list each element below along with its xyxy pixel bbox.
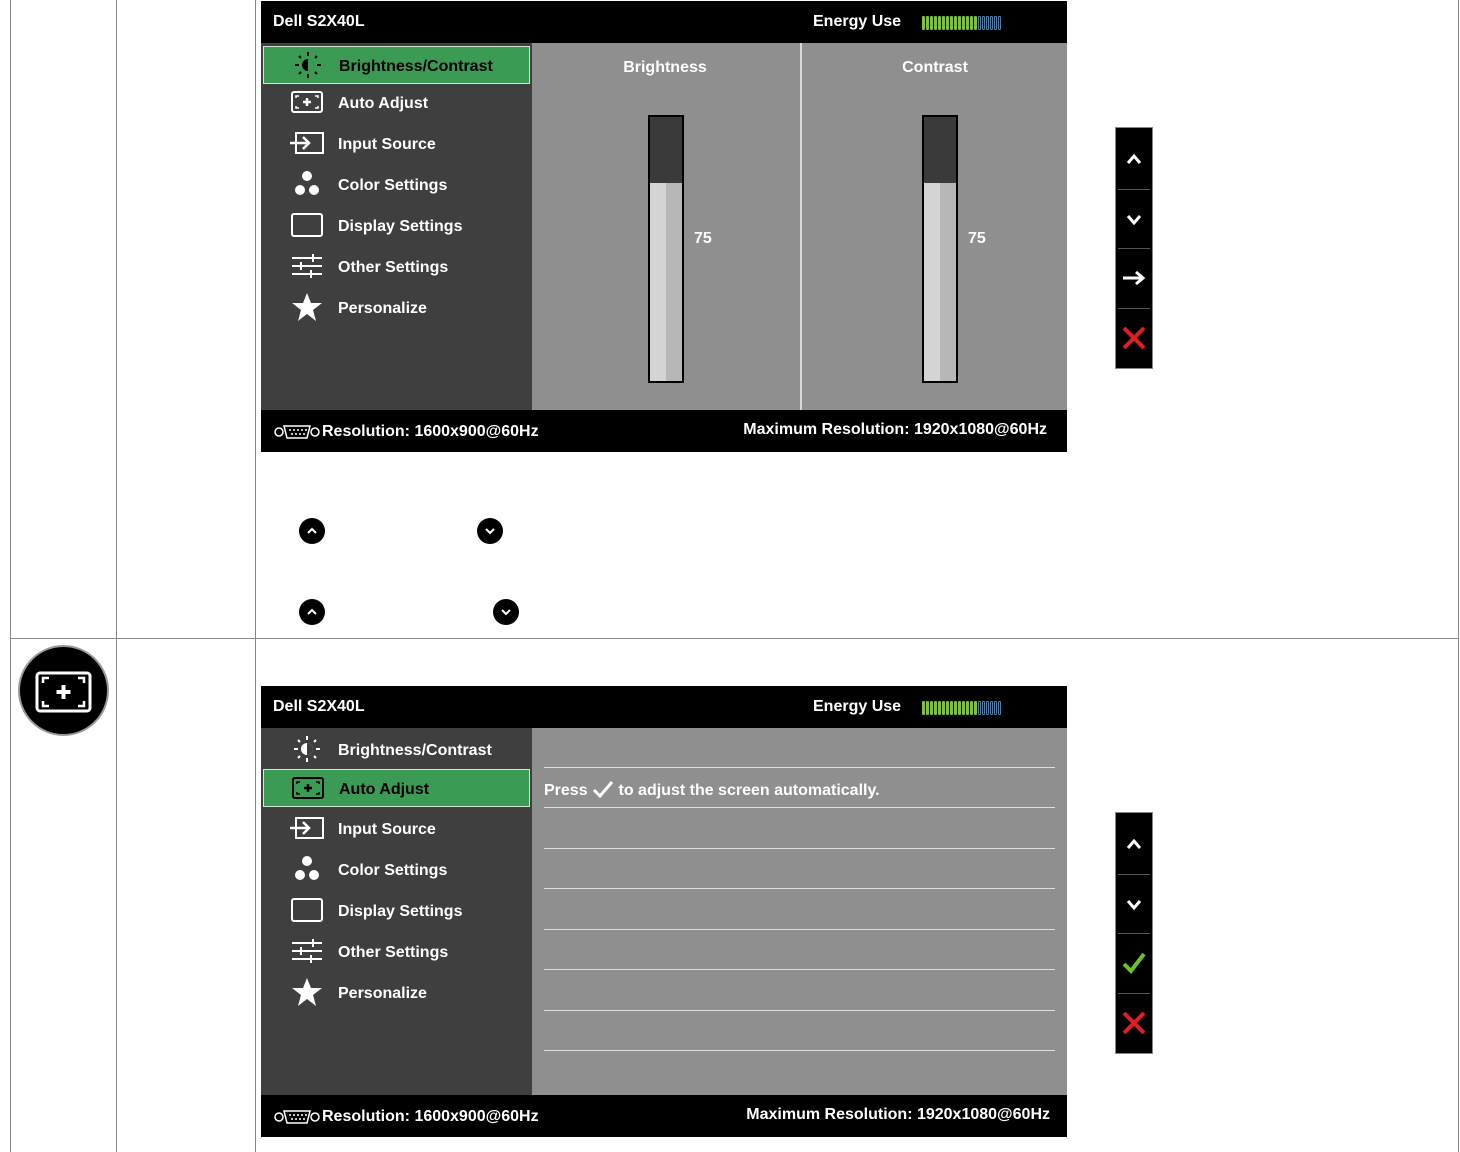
energy-segment bbox=[962, 701, 965, 715]
auto-adjust-icon bbox=[289, 88, 325, 116]
osd-footer bbox=[261, 410, 1067, 452]
energy-segment bbox=[922, 701, 925, 715]
up-button[interactable] bbox=[1116, 130, 1152, 188]
energy-segment bbox=[966, 16, 969, 30]
menu-item-label: Color Settings bbox=[338, 862, 448, 879]
energy-segment bbox=[922, 16, 925, 30]
up-circle-button[interactable] bbox=[299, 599, 325, 625]
menu-item-label: Other Settings bbox=[338, 259, 449, 276]
energy-segment bbox=[926, 701, 929, 715]
max-resolution-text: Maximum Resolution: 1920x1080@60Hz bbox=[746, 1106, 1050, 1123]
energy-segment bbox=[994, 16, 997, 30]
resolution-text: Resolution: 1600x900@60Hz bbox=[322, 1108, 539, 1125]
energy-segment bbox=[970, 16, 973, 30]
energy-segment bbox=[942, 701, 945, 715]
brightness-slider[interactable] bbox=[648, 115, 684, 383]
content-row-line bbox=[544, 807, 1055, 808]
energy-segment bbox=[978, 16, 981, 30]
menu-item-label: Color Settings bbox=[338, 177, 448, 194]
content-row-line bbox=[544, 1010, 1055, 1011]
button-separator bbox=[1118, 189, 1150, 190]
energy-segment bbox=[994, 701, 997, 715]
menu-item-label: Input Source bbox=[338, 136, 436, 153]
vga-connector-icon bbox=[274, 1109, 320, 1125]
auto-adjust-message bbox=[544, 780, 880, 800]
contrast-title: Contrast bbox=[902, 59, 968, 76]
energy-segment bbox=[962, 16, 965, 30]
menu-item-input-source[interactable] bbox=[263, 810, 530, 848]
energy-segment bbox=[974, 16, 977, 30]
energy-segment bbox=[930, 701, 933, 715]
color-settings-icon bbox=[289, 855, 325, 883]
energy-segment bbox=[942, 16, 945, 30]
menu-item-label: Brightness/Contrast bbox=[339, 58, 493, 75]
table-border-col1 bbox=[116, 0, 117, 1152]
energy-segment bbox=[950, 701, 953, 715]
osd-title: Dell S2X40L bbox=[273, 698, 365, 715]
energy-segment bbox=[970, 701, 973, 715]
down-icon bbox=[1125, 213, 1143, 227]
table-border-col2 bbox=[255, 0, 256, 1152]
table-border-left bbox=[10, 0, 11, 1152]
star-icon bbox=[289, 978, 325, 1006]
table-row-divider bbox=[10, 638, 1459, 639]
down-circle-button[interactable] bbox=[477, 518, 503, 544]
energy-use-label: Energy Use bbox=[813, 13, 902, 30]
up-icon bbox=[1125, 152, 1143, 166]
auto-adjust-icon bbox=[18, 645, 109, 736]
up-icon bbox=[1125, 837, 1143, 851]
energy-use-label: Energy Use bbox=[813, 698, 902, 715]
energy-segment bbox=[926, 16, 929, 30]
energy-segment bbox=[958, 701, 961, 715]
check-icon bbox=[592, 780, 614, 798]
osd-title: Dell S2X40L bbox=[273, 13, 365, 30]
color-settings-icon bbox=[289, 170, 325, 198]
osd-auto-adjust bbox=[261, 686, 1067, 1137]
down-icon bbox=[500, 607, 512, 617]
energy-segment bbox=[950, 16, 953, 30]
menu-item-display-settings[interactable] bbox=[263, 207, 530, 245]
brightness-icon bbox=[290, 51, 326, 79]
menu-item-label: Personalize bbox=[338, 985, 427, 1002]
osd-content bbox=[532, 728, 1067, 1095]
max-resolution-text: Maximum Resolution: 1920x1080@60Hz bbox=[743, 421, 1047, 438]
osd-menu bbox=[261, 728, 532, 1095]
energy-meter bbox=[922, 16, 1050, 30]
brightness-icon bbox=[289, 735, 325, 763]
up-circle-button[interactable] bbox=[299, 518, 325, 544]
brightness-title: Brightness bbox=[623, 59, 707, 76]
menu-item-label: Personalize bbox=[338, 300, 427, 317]
content-row-line bbox=[544, 1050, 1055, 1051]
menu-item-auto-adjust[interactable] bbox=[263, 84, 530, 122]
column-divider bbox=[800, 43, 802, 410]
contrast-slider[interactable] bbox=[922, 115, 958, 383]
energy-segment bbox=[946, 701, 949, 715]
menu-item-input-source[interactable] bbox=[263, 125, 530, 163]
menu-item-label: Auto Adjust bbox=[339, 781, 430, 798]
energy-segment bbox=[990, 16, 993, 30]
message-rest: to adjust the screen automatically. bbox=[618, 782, 880, 799]
exit-button[interactable] bbox=[1116, 309, 1152, 367]
menu-item-personalize[interactable] bbox=[263, 974, 530, 1012]
energy-segment bbox=[934, 16, 937, 30]
enter-button[interactable] bbox=[1116, 249, 1152, 307]
menu-item-label: Brightness/Contrast bbox=[338, 742, 492, 759]
down-circle-button[interactable] bbox=[493, 599, 519, 625]
message-press: Press bbox=[544, 782, 588, 799]
osd-footer bbox=[261, 1095, 1067, 1137]
energy-segment bbox=[946, 16, 949, 30]
content-row-line bbox=[544, 767, 1055, 768]
energy-segment bbox=[982, 701, 985, 715]
content-row-line bbox=[544, 888, 1055, 889]
check-icon bbox=[1121, 951, 1147, 975]
osd-header bbox=[261, 1, 1067, 43]
content-row-line bbox=[544, 969, 1055, 970]
energy-segment bbox=[982, 16, 985, 30]
energy-segment bbox=[934, 701, 937, 715]
menu-item-label: Auto Adjust bbox=[338, 95, 429, 112]
content-row-line bbox=[544, 929, 1055, 930]
energy-segment bbox=[938, 701, 941, 715]
button-separator bbox=[1118, 874, 1150, 875]
menu-item-personalize[interactable] bbox=[263, 289, 530, 327]
menu-item-display-settings[interactable] bbox=[263, 892, 530, 930]
confirm-button[interactable] bbox=[1116, 934, 1152, 992]
other-settings-icon bbox=[289, 252, 325, 280]
down-button[interactable] bbox=[1116, 876, 1152, 934]
energy-segment bbox=[986, 16, 989, 30]
contrast-slider-fill bbox=[924, 183, 956, 381]
brightness-slider-fill bbox=[650, 183, 682, 381]
energy-segment bbox=[986, 701, 989, 715]
menu-item-label: Input Source bbox=[338, 821, 436, 838]
other-settings-icon bbox=[289, 937, 325, 965]
display-settings-icon bbox=[289, 896, 325, 924]
energy-segment bbox=[954, 16, 957, 30]
osd-menu bbox=[261, 43, 532, 410]
exit-button[interactable] bbox=[1116, 994, 1152, 1052]
menu-item-other-settings[interactable] bbox=[263, 933, 530, 971]
down-button[interactable] bbox=[1116, 191, 1152, 249]
button-panel-1 bbox=[1115, 127, 1153, 369]
up-button[interactable] bbox=[1116, 815, 1152, 873]
menu-item-brightness-contrast[interactable] bbox=[263, 46, 530, 84]
up-icon bbox=[306, 526, 318, 536]
brightness-value: 75 bbox=[694, 230, 712, 247]
close-icon bbox=[1121, 1010, 1147, 1036]
energy-segment bbox=[978, 701, 981, 715]
display-settings-icon bbox=[289, 211, 325, 239]
input-source-icon bbox=[289, 129, 325, 157]
contrast-value: 75 bbox=[968, 230, 986, 247]
energy-segment bbox=[998, 16, 1001, 30]
right-arrow-icon bbox=[1121, 270, 1147, 286]
menu-item-other-settings[interactable] bbox=[263, 248, 530, 286]
menu-item-label: Other Settings bbox=[338, 944, 449, 961]
down-icon bbox=[484, 526, 496, 536]
menu-item-auto-adjust[interactable] bbox=[263, 769, 530, 807]
osd-header bbox=[261, 686, 1067, 728]
menu-item-brightness-contrast[interactable] bbox=[263, 731, 530, 769]
button-panel-2 bbox=[1115, 812, 1153, 1054]
osd-content bbox=[532, 43, 1067, 410]
content-row-line bbox=[544, 848, 1055, 849]
energy-segment bbox=[938, 16, 941, 30]
osd-brightness-contrast bbox=[261, 1, 1067, 452]
star-icon bbox=[289, 293, 325, 321]
energy-segment bbox=[998, 701, 1001, 715]
menu-item-color-settings[interactable] bbox=[263, 166, 530, 204]
auto-adjust-icon bbox=[290, 774, 326, 802]
energy-segment bbox=[954, 701, 957, 715]
up-icon bbox=[306, 607, 318, 617]
menu-item-label: Display Settings bbox=[338, 218, 463, 235]
input-source-icon bbox=[289, 814, 325, 842]
menu-item-color-settings[interactable] bbox=[263, 851, 530, 889]
down-icon bbox=[1125, 898, 1143, 912]
menu-item-label: Display Settings bbox=[338, 903, 463, 920]
energy-segment bbox=[966, 701, 969, 715]
energy-segment bbox=[990, 701, 993, 715]
energy-meter bbox=[922, 701, 1050, 715]
energy-segment bbox=[930, 16, 933, 30]
resolution-text: Resolution: 1600x900@60Hz bbox=[322, 423, 539, 440]
vga-connector-icon bbox=[274, 424, 320, 440]
energy-segment bbox=[958, 16, 961, 30]
energy-segment bbox=[974, 701, 977, 715]
table-border-right bbox=[1458, 0, 1459, 1152]
close-icon bbox=[1121, 325, 1147, 351]
